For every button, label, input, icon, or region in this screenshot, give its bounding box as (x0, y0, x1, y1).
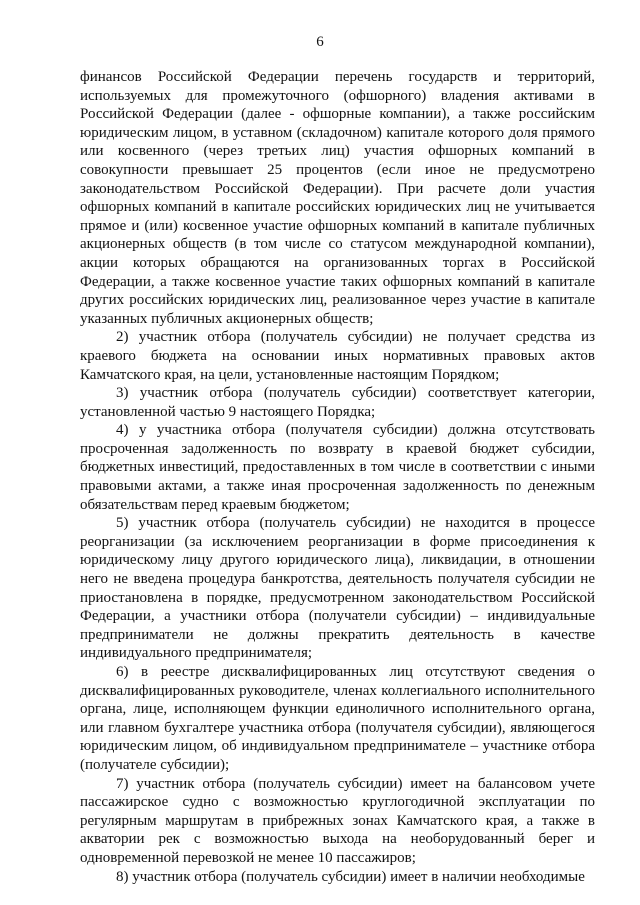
paragraph-item-3: 3) участник отбора (получатель субсидии) соответствует категории, установленной частью 9 настоящего Порядка; (80, 385, 595, 420)
paragraph-item-5: 5) участник отбора (получатель субсидии) не находится в процессе реорганизации (за исключением реорганизации в форме присоединения к юридическому лицу другого юридического лица), ликвидации, в отношении него не введена процедура банкротства, деятельность получателя субсидии не приостановлена в порядке, предусмотренном законодательством Российской Федерации, а участники отбора (получатели субсидии) – индивидуальные предприниматели не должны прекратить деятельность в качестве индивидуального предпринимателя; (80, 515, 595, 662)
document-body (80, 68, 595, 886)
paragraph-item-4: 4) у участника отбора (получателя субсидии) должна отсутствовать просроченная задолженность по возврату в краевой бюджет субсидии, бюджетных инвестиций, предоставленных в том числе в соответствии с иными правовыми актами, а также иная просроченная задолженность по денежным обязательствам перед краевым бюджетом; (80, 422, 595, 513)
paragraph-item-2: 2) участник отбора (получатель субсидии) не получает средства из краевого бюджета на основании иных нормативных правовых актов Камчатского края, на цели, установленные настоящим Порядком; (80, 329, 595, 383)
paragraph-item-8: 8) участник отбора (получатель субсидии) имеет в наличии необходимые (116, 868, 585, 885)
page-number: 6 (316, 34, 324, 50)
paragraph-offshore-continuation: финансов Российской Федерации перечень государств и территорий, используемых для промежуточного (офшорного) владения активами в Российской Федерации (далее - офшорные компании), а также российским юридическим лицом, в уставном (складочном) капитале которого доля прямого или косвенного (через третьих лиц) участия офшорных компаний в совокупности превышает 25 процентов (если иное не предусмотрено законодательством Российской Федерации). При расчете доли участия офшорных компаний в капитале российских юридических лиц не учитывается прямое и (или) косвенное участие офшорных компаний в капитале публичных акционерных обществ (в том числе со статусом международной компании), акции которых обращаются на организованных торгах в Российской Федерации, а также косвенное участие таких офшорных компаний в капитале других российских юридических лиц, реализованное через участие в капитале указанных публичных акционерных обществ; (80, 69, 595, 327)
paragraph-item-6: 6) в реестре дисквалифицированных лиц отсутствуют сведения о дисквалифицированных руководителе, членах коллегиального исполнительного органа, лице, исполняющем функции единоличного исполнительного органа, или главном бухгалтере участника отбора (получателя субсидии), являющегося юридическим лицом, об индивидуальном предпринимателе – участнике отбора (получателе субсидии); (80, 664, 595, 773)
paragraph-item-7: 7) участник отбора (получатель субсидии) имеет на балансовом учете пассажирское судно с возможностью круглогодичной эксплуатации по регулярным маршрутам в прибрежных зонах Камчатского края, а также в акватории рек с возможностью выхода на необорудованный берег и одновременной перевозкой не менее 10 пассажиров; (80, 775, 595, 866)
